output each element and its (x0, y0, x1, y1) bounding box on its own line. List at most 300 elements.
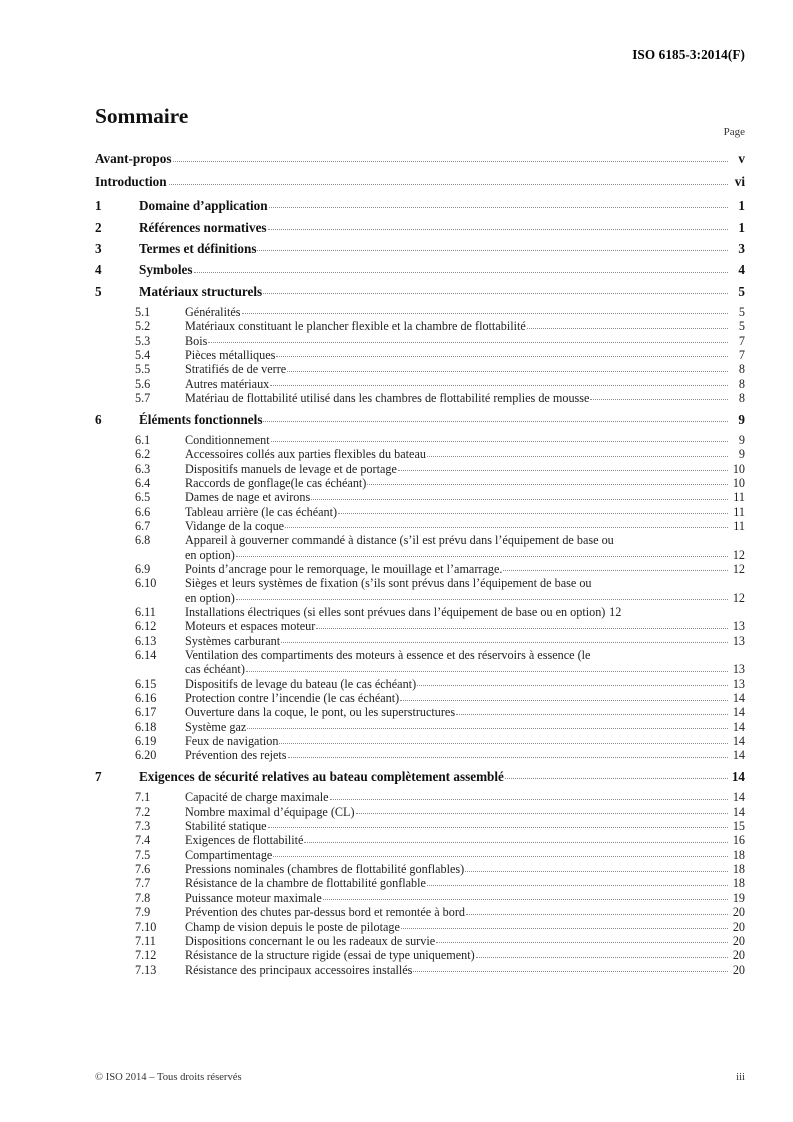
toc-page-number: 8 (738, 391, 745, 405)
toc-entry-subsection[interactable] (95, 319, 745, 333)
dot-leader (398, 462, 728, 474)
toc-subsection-number: 6.7 (135, 518, 151, 533)
toc-page-number: 14 (732, 691, 745, 706)
toc-entry-label: Bois (185, 333, 208, 348)
toc-entry-subsection[interactable] (95, 334, 745, 348)
dot-leader (247, 720, 728, 732)
toc-entry-label: Système gaz (185, 719, 247, 734)
dot-leader (236, 548, 728, 560)
toc-page-number: 13 (732, 619, 745, 634)
toc-section-number: 5 (95, 283, 102, 299)
toc-subsection-number: 7.2 (135, 804, 151, 819)
dot-leader (356, 805, 728, 817)
toc-entry-subsection[interactable] (95, 734, 745, 748)
toc-label-wrap (185, 734, 745, 748)
toc-subsection-number: 6.12 (135, 619, 157, 634)
toc-subsection-number: 7.13 (135, 962, 157, 977)
toc-entry-label: Stratifiés de de verre (185, 362, 287, 377)
toc-label-wrap (185, 748, 745, 762)
toc-entry-label: Résistance des principaux accessoires installés (185, 962, 413, 977)
toc-entry-label: Tableau arrière (le cas échéant) (185, 504, 338, 519)
dot-leader (427, 876, 728, 888)
dot-leader (279, 734, 728, 746)
toc-entry-subsection[interactable] (95, 905, 745, 919)
toc-entry-label-continuation: cas échéant) (185, 662, 245, 677)
toc-entry-label: Points d’ancrage pour le remorquage, le mouillage et l’amarrage. (185, 562, 503, 577)
toc-label-wrap (185, 391, 745, 405)
toc-entry-label: Matériaux constituant le plancher flexible et la chambre de flottabilité (185, 319, 526, 334)
toc-page-number: 7 (738, 347, 745, 362)
toc-label-wrap (185, 533, 745, 562)
toc-label-wrap (185, 833, 745, 847)
toc-entry-label: Autres matériaux (185, 376, 270, 391)
toc-entry-subsection[interactable] (95, 391, 745, 405)
toc-entry-subsection[interactable] (95, 691, 745, 705)
toc-page-number: 14 (732, 748, 745, 763)
toc-section-number: 1 (95, 198, 102, 214)
dot-leader (590, 391, 728, 403)
toc-entry-subsection[interactable] (95, 963, 745, 977)
toc-entry-label: Capacité de charge maximale (185, 790, 329, 805)
toc-entry-subsection[interactable] (95, 519, 745, 533)
toc-page-number: 7 (738, 333, 745, 348)
toc-subsection-number: 6.2 (135, 447, 151, 462)
toc-page-number: 5 (738, 319, 745, 334)
toc-page-number: 18 (732, 847, 745, 862)
toc-label-wrap (185, 934, 745, 948)
dot-leader (367, 476, 728, 488)
toc-subsection-number: 6.13 (135, 633, 157, 648)
toc-entry-subsection[interactable] (95, 362, 745, 376)
toc-entry-subsection[interactable] (95, 876, 745, 890)
toc-entry-subsection[interactable] (95, 948, 745, 962)
toc-subsection-number: 7.12 (135, 948, 157, 963)
toc-subsection-number: 6.4 (135, 475, 151, 490)
toc-page-number: 13 (732, 662, 745, 677)
toc-section-number: 4 (95, 262, 102, 278)
dot-leader (287, 362, 728, 374)
toc-entry-label: Nombre maximal d’équipage (CL) (185, 804, 355, 819)
dot-leader (503, 562, 728, 574)
toc-entry-label-continuation: en option) (185, 590, 235, 605)
document-header-reference: ISO 6185-3:2014(F) (632, 47, 745, 62)
toc-subsection-number: 5.1 (135, 304, 151, 319)
toc-label-wrap (139, 262, 745, 277)
toc-entry-label: Compartimentage (185, 847, 273, 862)
dot-leader (330, 790, 728, 802)
toc-entry-label: Termes et définitions (139, 240, 257, 256)
toc-page-number: 10 (732, 461, 745, 476)
toc-entry-front-matter[interactable] (95, 175, 745, 190)
toc-entry-label: Sièges et leurs systèmes de fixation (s’ils sont prévus dans l’équipement de base ou (185, 576, 592, 591)
toc-entry-label: Feux de navigation (185, 734, 279, 749)
toc-entry-subsection[interactable] (95, 619, 745, 633)
toc-label-wrap (139, 220, 745, 235)
toc-entry-subsection[interactable] (95, 720, 745, 734)
toc-subsection-number: 6.18 (135, 719, 157, 734)
toc-label-wrap (185, 948, 745, 962)
toc-page-number: 12 (732, 562, 745, 577)
toc-subsection-number: 7.6 (135, 862, 151, 877)
toc-subsection-number: 7.3 (135, 819, 151, 834)
toc-label-wrap (185, 334, 745, 348)
toc-entry-label: Dispositions concernant le ou les radeaux de survie (185, 933, 436, 948)
toc-label-wrap (185, 963, 745, 977)
toc-label-wrap (185, 476, 745, 490)
toc-subsection-number: 5.6 (135, 376, 151, 391)
dot-leader (236, 591, 728, 603)
toc-page-number: 5 (738, 304, 745, 319)
toc-subsection-number: 7.10 (135, 919, 157, 934)
toc-page-number: 8 (738, 362, 745, 377)
toc-entry-label: Installations électriques (si elles sont prévues dans l’équipement de base ou en option) (185, 605, 606, 620)
toc-page-number: 4 (738, 262, 745, 278)
toc-page-number: 14 (732, 719, 745, 734)
toc-entry-label: Domaine d’application (139, 198, 268, 214)
dot-leader (436, 934, 728, 946)
toc-page-number: 15 (732, 819, 745, 834)
toc-label-wrap (139, 769, 745, 784)
toc-entry-subsection[interactable] (95, 447, 745, 461)
toc-entry-label: Références normatives (139, 219, 267, 235)
toc-page-number: 8 (738, 376, 745, 391)
toc-subsection-number: 6.17 (135, 705, 157, 720)
toc-subsection-number: 7.4 (135, 833, 151, 848)
toc-entry-label: Prévention des rejets (185, 748, 287, 763)
dot-leader (242, 305, 729, 317)
toc-entry-label: Symboles (139, 262, 193, 278)
toc-label-continuation-line (185, 548, 745, 562)
toc-entry-section[interactable] (95, 284, 745, 299)
toc-page-number: 9 (738, 411, 745, 427)
toc-entry-label: Prévention des chutes par-dessus bord et remontée à bord (185, 905, 465, 920)
dot-leader (263, 412, 728, 425)
dot-leader (316, 619, 728, 631)
toc-page-number: 3 (738, 240, 745, 256)
toc-label-wrap (185, 848, 745, 862)
toc-entry-label: Moteurs et espaces moteur (185, 619, 316, 634)
page-column-header: Page (723, 126, 745, 138)
title-row (95, 104, 745, 138)
toc-page-number: 18 (732, 862, 745, 877)
dot-leader (527, 319, 728, 331)
toc-label-wrap (95, 175, 745, 190)
toc-page-number: 20 (732, 919, 745, 934)
dot-leader (257, 241, 728, 254)
toc-entry-subsection[interactable] (95, 748, 745, 762)
toc-page-number: 18 (732, 876, 745, 891)
toc-entry-section[interactable] (95, 241, 745, 256)
toc-entry-label: Résistance de la structure rigide (essai de type uniquement) (185, 948, 475, 963)
toc-entry-subsection[interactable] (95, 648, 745, 677)
toc-label-wrap (185, 891, 745, 905)
toc-subsection-number: 6.1 (135, 432, 151, 447)
toc-label-wrap (185, 348, 745, 362)
toc-page-number: 14 (732, 705, 745, 720)
toc-page-number: 11 (733, 504, 745, 519)
toc-entry-label: Vidange de la coque (185, 518, 285, 533)
toc-label-wrap (185, 819, 745, 833)
dot-leader (273, 848, 728, 860)
toc-entry-label-continuation: en option) (185, 547, 235, 562)
toc-label-wrap (185, 319, 745, 333)
toc-entry-subsection[interactable] (95, 562, 745, 576)
toc-page-number: 13 (732, 633, 745, 648)
toc-entry-subsection[interactable] (95, 305, 745, 319)
toc-label-wrap (185, 490, 745, 504)
dot-leader (304, 833, 728, 845)
dot-leader (400, 691, 728, 703)
toc-subsection-number: 7.11 (135, 933, 156, 948)
toc-entry-subsection[interactable] (95, 862, 745, 876)
dot-leader (276, 348, 728, 360)
toc-label-wrap (185, 447, 745, 461)
toc-entry-subsection[interactable] (95, 819, 745, 833)
toc-label-wrap (139, 241, 745, 256)
toc-entry-label: Avant-propos (95, 151, 172, 166)
toc-label-wrap (185, 790, 745, 804)
toc-label-wrap (185, 720, 745, 734)
dot-leader (417, 677, 728, 689)
dot-leader (338, 505, 728, 517)
dot-leader (281, 634, 728, 646)
dot-leader (270, 377, 728, 389)
table-of-contents (95, 152, 745, 977)
toc-page-number: 14 (732, 734, 745, 749)
toc-subsection-number: 5.5 (135, 362, 151, 377)
toc-entry-label: Dames de nage et avirons (185, 490, 311, 505)
dot-leader (268, 819, 728, 831)
toc-entry-subsection[interactable] (95, 348, 745, 362)
toc-entry-label: Accessoires collés aux parties flexibles du bateau (185, 447, 426, 462)
toc-page-number: 11 (733, 490, 745, 505)
toc-page-number: 1 (738, 198, 745, 214)
dot-leader (323, 891, 728, 903)
toc-entry-subsection[interactable] (95, 433, 745, 447)
toc-page-number: 19 (732, 890, 745, 905)
dot-leader (456, 705, 728, 717)
toc-subsection-number: 7.7 (135, 876, 151, 891)
toc-label-wrap (185, 562, 745, 576)
toc-subsection-number: 6.8 (135, 533, 151, 548)
toc-label-wrap (185, 619, 745, 633)
toc-label-wrap (185, 605, 745, 619)
toc-label-line (185, 533, 745, 547)
toc-entry-subsection[interactable] (95, 377, 745, 391)
dot-leader (169, 175, 728, 188)
dot-leader (401, 920, 728, 932)
toc-page-number: 12 (732, 590, 745, 605)
toc-entry-label: Généralités (185, 304, 241, 319)
toc-label-wrap (185, 377, 745, 391)
toc-page-number: 12 (732, 547, 745, 562)
toc-label-wrap (185, 705, 745, 719)
toc-entry-subsection[interactable] (95, 490, 745, 504)
toc-subsection-number: 6.14 (135, 648, 157, 663)
dot-leader (271, 433, 728, 445)
toc-entry-section[interactable] (95, 220, 745, 235)
toc-label-wrap (185, 905, 745, 919)
dot-leader (269, 198, 728, 211)
toc-section-number: 6 (95, 411, 102, 427)
toc-entry-label: Pressions nominales (chambres de flottabilité gonflables) (185, 862, 465, 877)
toc-subsection-number: 5.7 (135, 391, 151, 405)
dot-leader (466, 905, 728, 917)
toc-section-number: 3 (95, 240, 102, 256)
toc-label-wrap (185, 505, 745, 519)
toc-entry-subsection[interactable] (95, 790, 745, 804)
toc-entry-label: Appareil à gouverner commandé à distance (s’il est prévu dans l’équipement de base ou (185, 533, 614, 548)
toc-entry-label: Matériaux structurels (139, 283, 263, 299)
toc-page-number: 14 (732, 790, 745, 805)
toc-entry-label: Ventilation des compartiments des moteurs à essence et des réservoirs à essence (le (185, 648, 591, 663)
toc-label-continuation-line (185, 662, 745, 676)
toc-subsection-number: 7.1 (135, 790, 151, 805)
toc-subsection-number: 7.5 (135, 847, 151, 862)
toc-entry-subsection[interactable] (95, 891, 745, 905)
dot-leader (311, 490, 728, 502)
toc-entry-section[interactable] (95, 262, 745, 277)
toc-entry-front-matter[interactable] (95, 152, 745, 167)
toc-entry-label: Raccords de gonflage(le cas échéant) (185, 475, 367, 490)
toc-page-number: 20 (732, 905, 745, 920)
toc-entry-subsection[interactable] (95, 920, 745, 934)
toc-label-line (185, 576, 745, 590)
toc-entry-subsection[interactable] (95, 476, 745, 490)
toc-page-number: 10 (732, 475, 745, 490)
toc-page-number: 5 (738, 283, 745, 299)
toc-label-wrap (139, 412, 745, 427)
toc-page-number: 14 (731, 769, 745, 785)
toc-label-wrap (139, 198, 745, 213)
toc-subsection-number: 6.5 (135, 490, 151, 505)
toc-entry-label: Dispositifs manuels de levage et de portage (185, 461, 397, 476)
toc-entry-subsection[interactable] (95, 505, 745, 519)
toc-label-wrap (185, 862, 745, 876)
dot-leader (173, 152, 728, 165)
document-footer (95, 1072, 745, 1083)
toc-label-wrap (185, 634, 745, 648)
toc-subsection-number: 5.2 (135, 319, 151, 334)
dot-leader (288, 748, 728, 760)
toc-entry-subsection[interactable] (95, 576, 745, 605)
toc-entry-label: Exigences de sécurité relatives au bateau complètement assemblé (139, 769, 504, 785)
toc-subsection-number: 6.16 (135, 691, 157, 706)
toc-label-wrap (95, 152, 745, 167)
toc-page-number: 16 (732, 833, 745, 848)
toc-entry-label: Résistance de la chambre de flottabilité gonflable (185, 876, 426, 891)
dot-leader (208, 334, 728, 346)
toc-page-number: v (738, 151, 745, 166)
toc-entry-section[interactable] (95, 412, 745, 427)
toc-entry-subsection[interactable] (95, 533, 745, 562)
toc-label-wrap (185, 677, 745, 691)
toc-page-number: 20 (732, 933, 745, 948)
toc-entry-label: Ouverture dans la coque, le pont, ou les superstructures (185, 705, 456, 720)
toc-entry-subsection[interactable] (95, 605, 745, 619)
toc-entry-label: Conditionnement (185, 432, 270, 447)
toc-subsection-number: 6.9 (135, 562, 151, 577)
toc-page-number: 14 (732, 804, 745, 819)
toc-section-number: 2 (95, 219, 102, 235)
toc-label-wrap (185, 433, 745, 447)
toc-page-number: 11 (733, 518, 745, 533)
toc-entry-subsection[interactable] (95, 705, 745, 719)
toc-label-wrap (185, 920, 745, 934)
toc-entry-subsection[interactable] (95, 462, 745, 476)
toc-subsection-number: 5.4 (135, 347, 151, 362)
toc-page-number: 13 (732, 676, 745, 691)
toc-entry-label: Stabilité statique (185, 819, 267, 834)
page-title: Sommaire (95, 104, 189, 128)
toc-entry-section[interactable] (95, 198, 745, 213)
toc-subsection-number: 6.10 (135, 576, 157, 591)
toc-subsection-number: 5.3 (135, 333, 151, 348)
toc-label-wrap (185, 876, 745, 890)
toc-entry-subsection[interactable] (95, 805, 745, 819)
toc-page-number: 12 (609, 605, 622, 620)
dot-leader (476, 948, 728, 960)
toc-entry-subsection[interactable] (95, 677, 745, 691)
toc-entry-section[interactable] (95, 769, 745, 784)
toc-entry-subsection[interactable] (95, 634, 745, 648)
toc-page-number: 20 (732, 962, 745, 977)
toc-label-wrap (185, 462, 745, 476)
toc-subsection-number: 7.8 (135, 890, 151, 905)
dot-leader (413, 963, 728, 975)
toc-label-wrap (185, 805, 745, 819)
toc-label-wrap (139, 284, 745, 299)
dot-leader (505, 769, 728, 782)
dot-leader (465, 862, 728, 874)
footer-copyright: © ISO 2014 – Tous droits réservés (95, 1072, 242, 1083)
toc-subsection-number: 6.6 (135, 504, 151, 519)
toc-label-continuation-line (185, 591, 745, 605)
toc-entry-subsection[interactable] (95, 934, 745, 948)
toc-page-number: 9 (738, 447, 745, 462)
dot-leader (285, 519, 728, 531)
toc-label-wrap (185, 519, 745, 533)
dot-leader (194, 262, 729, 275)
toc-entry-label: Protection contre l’incendie (le cas échéant) (185, 691, 400, 706)
dot-leader (246, 662, 728, 674)
toc-label-wrap (185, 691, 745, 705)
toc-entry-label: Exigences de flottabilité (185, 833, 304, 848)
toc-entry-label: Systèmes carburant (185, 633, 281, 648)
footer-page-number: iii (736, 1072, 745, 1083)
toc-entry-label: Éléments fonctionnels (139, 411, 263, 427)
toc-entry-label: Champ de vision depuis le poste de pilotage (185, 919, 400, 934)
toc-subsection-number: 6.11 (135, 605, 156, 620)
toc-subsection-number: 6.15 (135, 676, 157, 691)
toc-subsection-number: 6.20 (135, 748, 157, 763)
toc-entry-subsection[interactable] (95, 848, 745, 862)
dot-leader (268, 220, 728, 233)
toc-entry-label: Matériau de flottabilité utilisé dans les chambres de flottabilité remplies de mousse (185, 391, 590, 405)
dot-leader (263, 284, 728, 297)
toc-entry-subsection[interactable] (95, 833, 745, 847)
toc-subsection-number: 6.3 (135, 461, 151, 476)
dot-leader (427, 447, 728, 459)
toc-page-number: 9 (738, 432, 745, 447)
toc-section-number: 7 (95, 769, 102, 785)
toc-subsection-number: 6.19 (135, 734, 157, 749)
toc-entry-label: Puissance moteur maximale (185, 890, 322, 905)
toc-page-number: 1 (738, 219, 745, 235)
toc-label-wrap (185, 305, 745, 319)
toc-label-line (185, 648, 745, 662)
toc-label-wrap (185, 362, 745, 376)
